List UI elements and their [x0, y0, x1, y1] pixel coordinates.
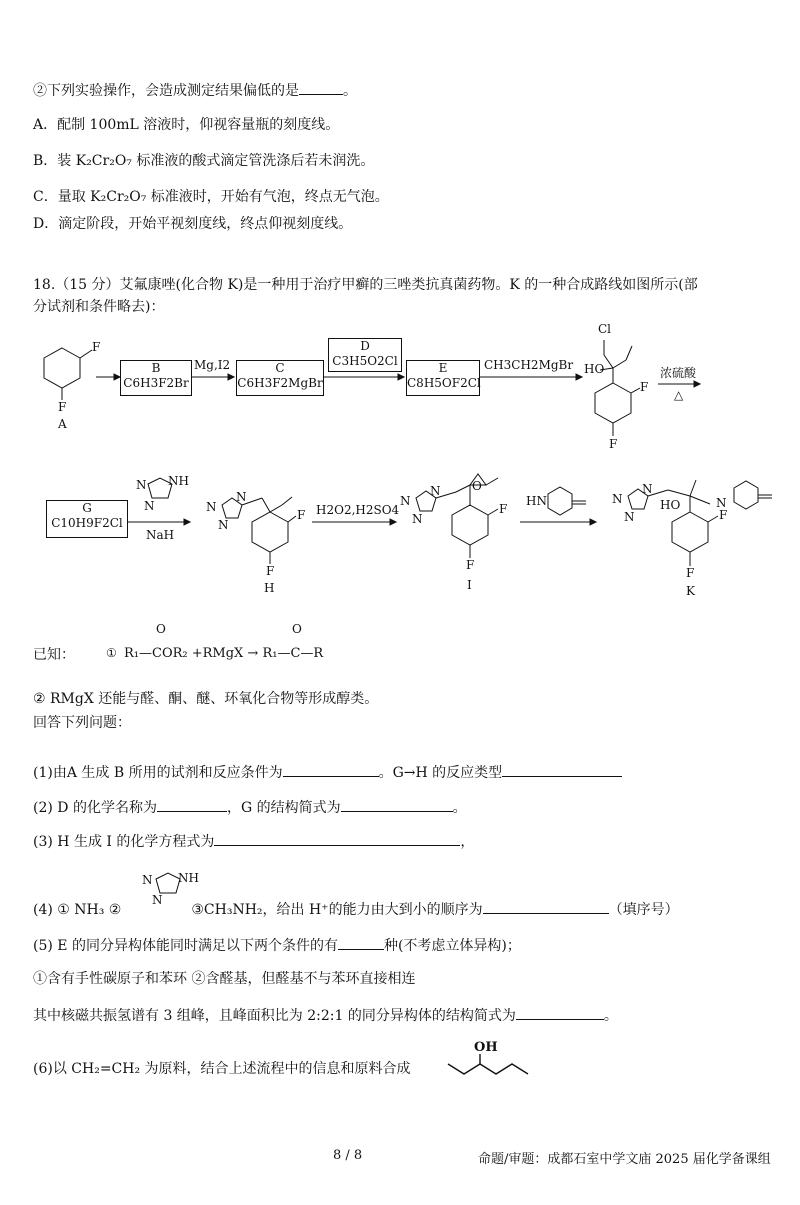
part-4-text-b: ③CH₃NH₂，给出 H⁺的能力由大到小的顺序为 [191, 902, 483, 918]
atom-n: N [624, 510, 635, 524]
q17-option-b: B．装 K₂Cr₂O₇ 标准液的酸式滴定管洗涤后若未润洗。 [33, 153, 375, 169]
compound-e-formula: C8H5OF2Cl [407, 376, 481, 390]
compound-g-box [46, 500, 128, 538]
q17-option-a: A．配制 100mL 溶液时，仰视容量瓶的刻度线。 [33, 117, 340, 133]
answer-blank[interactable] [516, 1005, 604, 1020]
answer-blank[interactable] [214, 831, 460, 846]
part-4-text-a: (4) ① NH₃ ② [33, 902, 122, 918]
part-3-text-b: ， [460, 834, 475, 850]
atom-hn: HN [526, 494, 547, 508]
atom-f: F [92, 340, 101, 354]
atom-nh: NH [178, 871, 199, 885]
q18-intro-line1: 18.（15 分）艾氟康唑(化合物 K)是一种用于治疗甲癣的三唑类抗真菌药物。K 的一种合成路线如图所示(部 [33, 277, 698, 293]
known-1-o-right: O [292, 622, 302, 636]
known-1-number: ① [106, 646, 117, 660]
ring-h [252, 512, 288, 552]
reagent-conc-h2so4: 浓硫酸 [660, 366, 697, 380]
atom-n: N [612, 492, 623, 506]
part-5-nmr [33, 1005, 618, 1025]
atom-n: N [206, 500, 217, 514]
compound-i-label: I [467, 578, 472, 592]
part-5-nmr-end: 。 [603, 1008, 618, 1024]
label-ho: HO [584, 362, 605, 376]
atom-f: F [297, 508, 306, 522]
reagent-ethylmgbr: CH3CH2MgBr [484, 358, 574, 372]
answer-blank[interactable] [338, 935, 384, 950]
answer-blank[interactable] [502, 762, 622, 777]
part-3-text-a: (3) H 生成 I 的化学方程式为 [33, 834, 215, 850]
answer-blank[interactable] [283, 762, 379, 777]
atom-n: N [716, 496, 727, 510]
part-2-text-b: ，G 的结构简式为 [226, 800, 341, 816]
q17-sub2-end: 。 [343, 83, 357, 99]
atom-n: N [142, 873, 153, 887]
atom-f: F [719, 508, 728, 522]
reagent-h2o2: H2O2,H2SO4 [316, 503, 400, 517]
atom-n: N [412, 512, 423, 526]
compound-d-box [328, 338, 402, 372]
answer-intro: 回答下列问题： [33, 715, 131, 731]
reagent-nah: NaH [146, 528, 175, 542]
label-ho: HO [660, 498, 681, 512]
atom-f: F [609, 437, 618, 451]
part-5-text-a: (5) E 的同分异构体能同时满足以下两个条件的有 [33, 938, 338, 954]
atom-n: N [236, 490, 247, 504]
atom-n: N [136, 478, 147, 492]
ring-i [452, 505, 488, 545]
part-1-text-a: (1)由A 生成 B 所用的试剂和反应条件为 [33, 765, 283, 781]
part-3 [33, 831, 474, 851]
atom-n: N [430, 484, 441, 498]
compound-b-name: B [151, 361, 161, 375]
ring-f [595, 383, 631, 423]
part-2-text-c: 。 [452, 800, 467, 816]
answer-blank[interactable] [483, 899, 609, 914]
compound-d-name: D [360, 339, 370, 353]
atom-f: F [499, 502, 508, 516]
atom-n: N [218, 518, 229, 532]
q17-option-d: D．滴定阶段，开始平视刻度线，终点仰视刻度线。 [33, 216, 353, 232]
compound-c-box [236, 360, 324, 396]
compound-b-formula: C6H3F2Br [123, 376, 189, 390]
atom-n: N [152, 893, 163, 907]
part-4-text-c: （填序号） [608, 902, 679, 918]
q17-option-c: C．量取 K₂Cr₂O₇ 标准液时，开始有气泡，终点无气泡。 [33, 189, 389, 205]
part-5-text-b: 种(不考虑立体异构)； [383, 938, 521, 954]
part-4 [33, 899, 679, 919]
atom-f: F [58, 400, 67, 414]
atom-nh: NH [168, 474, 189, 488]
known-1-o-left: O [156, 622, 166, 636]
part-2 [33, 797, 467, 817]
part-1 [33, 762, 622, 782]
atom-o: O [472, 479, 482, 493]
part-5-nmr-text: 其中核磁共振氢谱有 3 组峰，且峰面积比为 2:2:1 的同分异构体的结构简式为 [33, 1008, 516, 1024]
page-number: 8 / 8 [333, 1148, 363, 1163]
part-2-text-a: (2) D 的化学名称为 [33, 800, 157, 816]
atom-n: N [400, 494, 411, 508]
piperidine-reagent [548, 487, 572, 515]
atom-f: F [640, 380, 649, 394]
atom-n: N [642, 482, 653, 496]
answer-blank[interactable] [341, 797, 453, 812]
heat-symbol: △ [674, 388, 684, 402]
answer-blank[interactable] [157, 797, 227, 812]
known-1-equation: R₁—COR₂ +RMgX → R₁—C—R [124, 646, 324, 661]
compound-c-formula: C6H3F2MgBr [237, 376, 323, 390]
label-oh: OH [474, 1040, 498, 1055]
atom-f: F [466, 558, 475, 572]
atom-n: N [144, 499, 155, 513]
ring-k [672, 512, 708, 552]
compound-b-box [120, 360, 192, 396]
piperidine-k [734, 481, 758, 509]
reagent-mg-i2: Mg,I2 [194, 358, 231, 372]
target-alcohol [444, 1040, 534, 1089]
ring-a [44, 348, 80, 388]
compound-e-box [406, 360, 480, 396]
part-1-text-b: 。G→H 的反应类型 [378, 765, 503, 781]
compound-e-name: E [438, 361, 448, 375]
atom-cl: Cl [598, 322, 612, 336]
compound-k-label: K [686, 584, 695, 598]
part-6: (6)以 CH₂=CH₂ 为原料，结合上述流程中的信息和原料合成 [33, 1061, 411, 1077]
compound-a-label: A [58, 417, 67, 431]
compound-g-name: G [82, 501, 92, 515]
compound-c-name: C [275, 361, 285, 375]
footer-credit: 命题/审题：成都石室中学文庙 2025 届化学备课组 [478, 1152, 771, 1167]
compound-d-formula: C3H5O2Cl [332, 354, 398, 368]
known-2: ② RMgX 还能与醛、酮、醚、环氧化合物等形成醇类。 [33, 691, 379, 707]
compound-g-formula: C10H9F2Cl [51, 516, 123, 530]
atom-f: F [266, 564, 275, 578]
q18-intro-line2: 分试剂和条件略去)： [33, 299, 165, 315]
part-5-conditions: ①含有手性碳原子和苯环 ②含醛基，但醛基不与苯环直接相连 [33, 971, 416, 987]
part-5 [33, 935, 521, 955]
compound-h-label: H [264, 581, 275, 595]
atom-f: F [686, 566, 695, 580]
q17-sub2-text: ②下列实验操作，会造成测定结果偏低的是 [33, 83, 299, 99]
known-label: 已知： [33, 647, 75, 663]
